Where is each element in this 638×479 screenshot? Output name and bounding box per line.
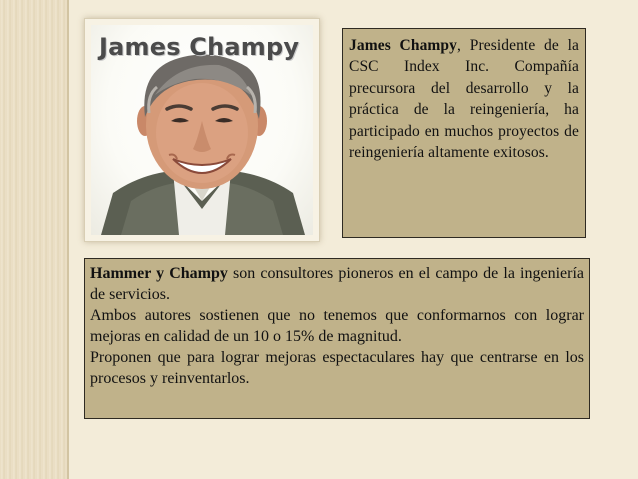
decorative-left-strip [0,0,68,479]
portrait-name-label: James Champy [99,33,300,61]
caption-description: Presidente de la CSC Index Inc. Compañía precursora del desarrollo y la práctica de la reingeniería, ha participado en muchos proyectos de reingeniería altamente exitosos. [349,37,579,162]
body-lead-rest: son consultores pioneros en el campo de la ingeniería de servicios. [90,265,584,303]
caption-name: James Champy [349,37,458,54]
body-lead-bold: Hammer y Champy [90,265,228,282]
strip-divider [67,0,69,479]
portrait-image [91,25,313,235]
caption-text [349,35,579,163]
body-paragraph-3: Proponen que para lograr mejoras espectaculares hay que centrarse en los procesos y reinventarlos. [90,349,584,387]
body-paragraph-1 [90,263,584,305]
body-paragraph-2: Ambos autores sostienen que no tenemos que conformarnos con lograr mejoras en calidad de un 10 o 15% de magnitud. [90,307,584,345]
portrait-frame [84,18,320,242]
caption-box [342,28,586,238]
caption-separator: , [457,37,461,54]
body-text-box [84,258,590,419]
